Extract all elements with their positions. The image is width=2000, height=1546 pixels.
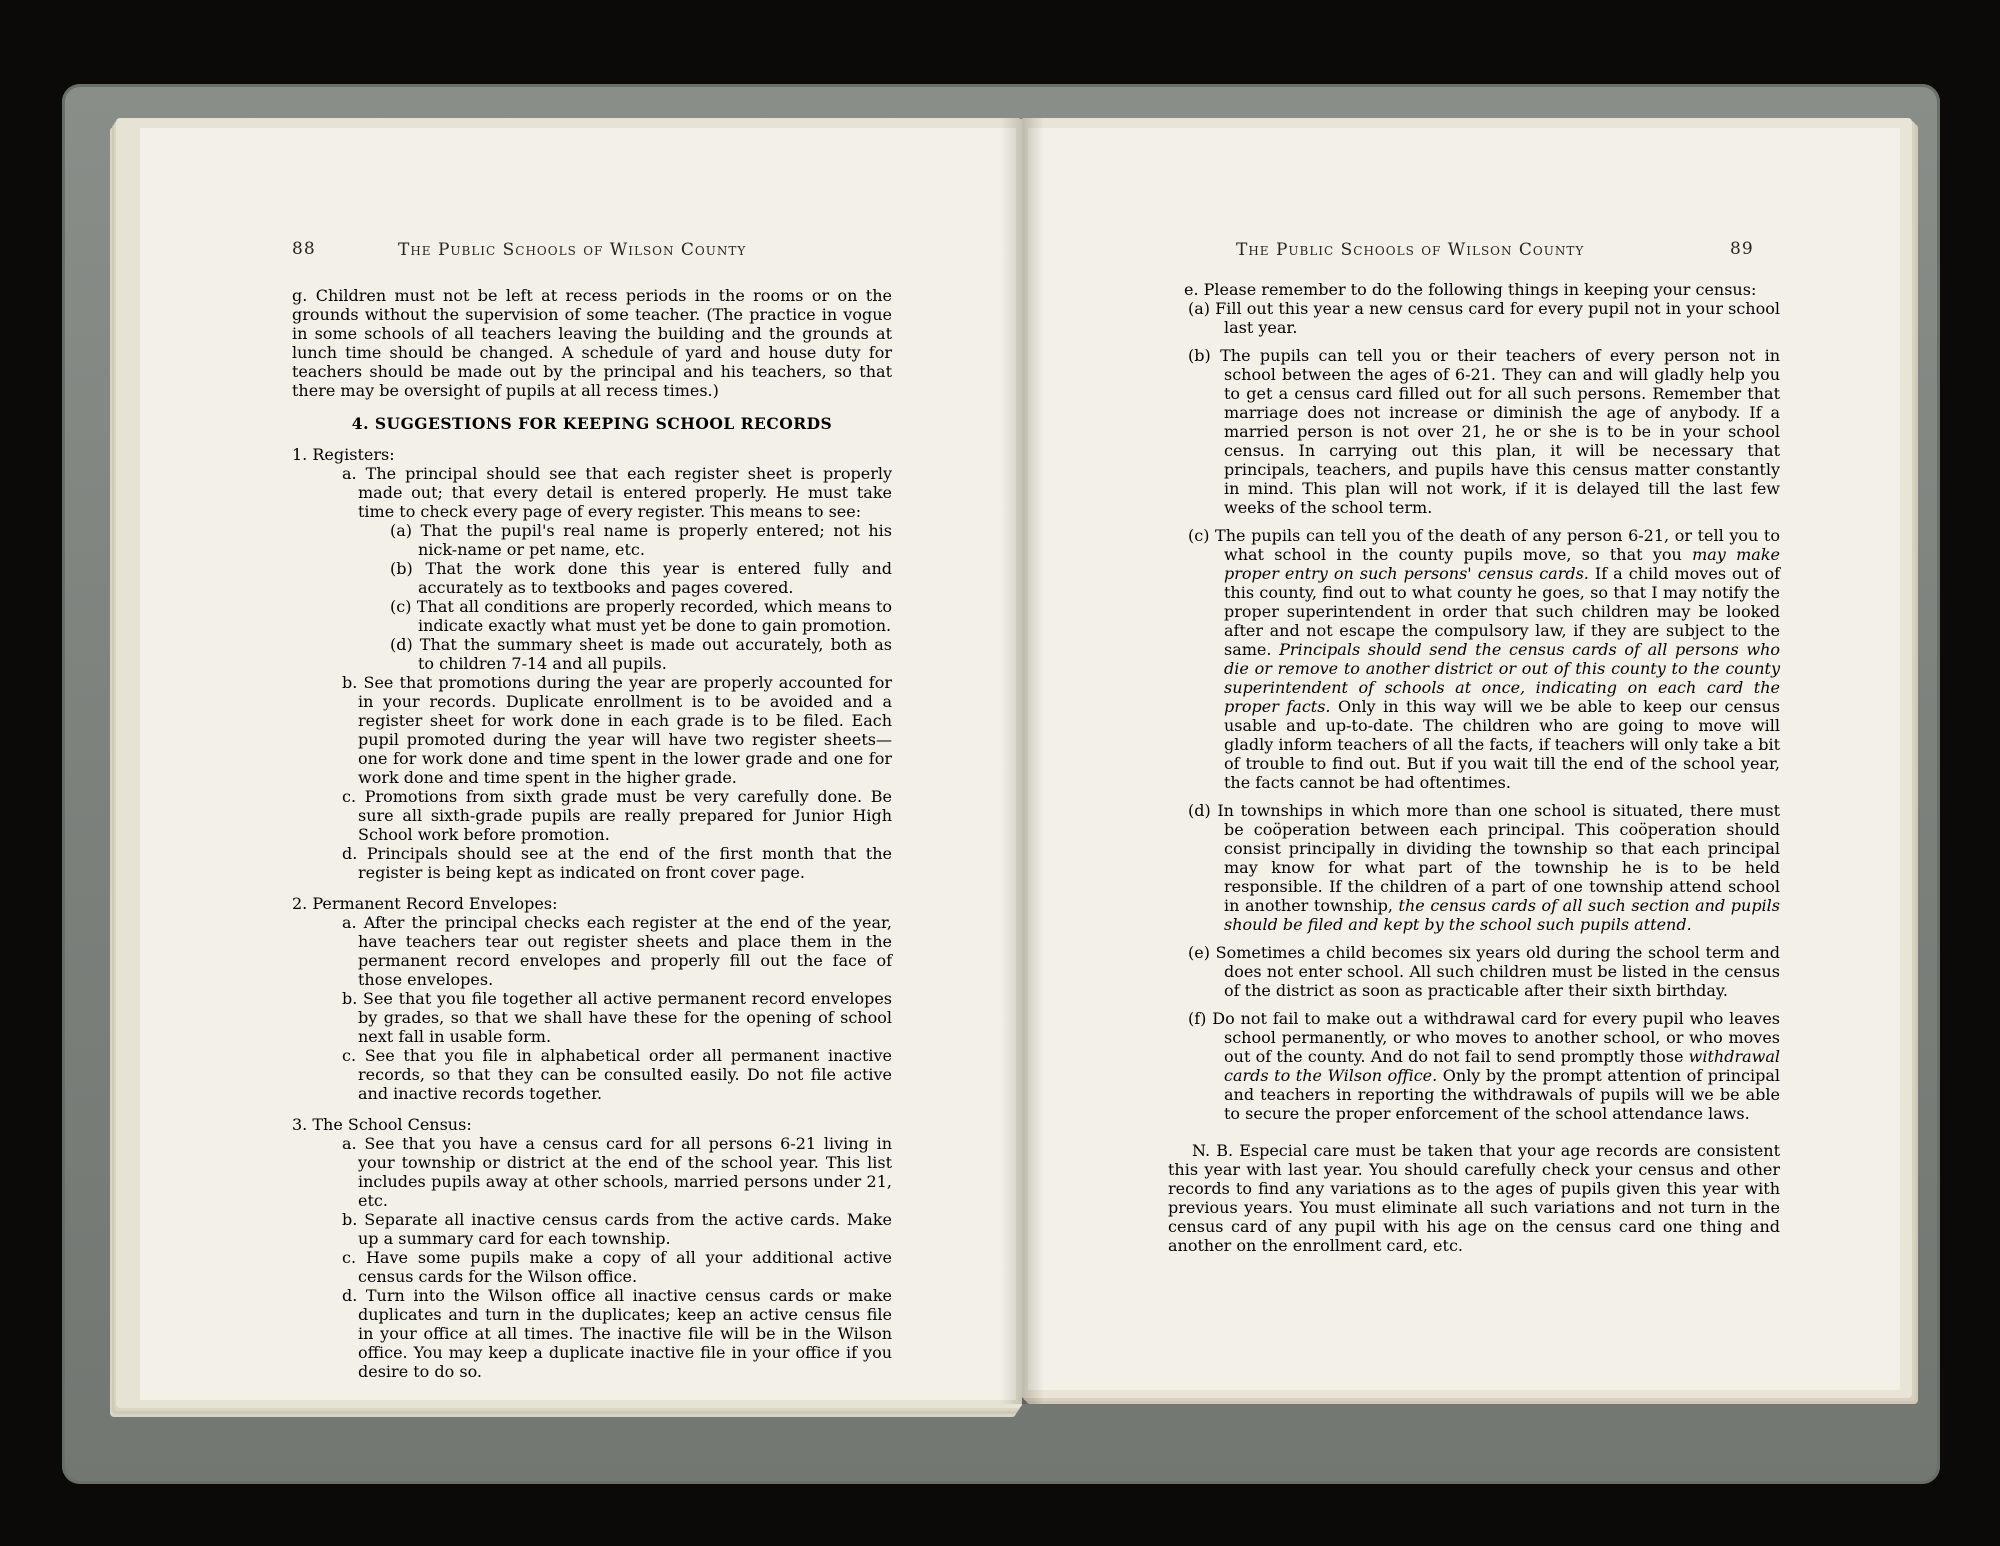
registers-item-b: b. See that promotions during the year are properly accounted for in your records. Duplicate enrollment is to be avoided and a register sheet for work done in each grade is to be filed. Each pupil promoted during the year will have two register sheets—one for work done and time spent in the lower grade and one for work done and time spent in the higher grade. [342,673,892,787]
census-heading: 3. The School Census: [292,1115,472,1134]
reminder-f-text-1: (f) Do not fail to make out a withdrawal card for every pupil who leaves school permanently, or who moves to another school, or who moves out of the county. And do not fail to send promptly those [1188,1009,1780,1066]
section-title: 4. SUGGESTIONS FOR KEEPING SCHOOL RECORDS [351,414,833,433]
reminder-c-text-1: (c) The pupils can tell you of the death of any person 6-21, or tell you to what school in the county pupils move, so that you [1188,526,1780,564]
nota-bene: N. B. Especial care must be taken that your age records are consistent this year with last year. You should carefully check your census and other records to find any variations as to the ages of pupils given this year with previous years. You must eliminate all such variations and not turn in the census card of any pupil with his age on the census card one thing and another on the enrollment card, etc. [1168,1141,1780,1255]
left-running-head: The Public Schools of Wilson County [398,240,747,260]
right-page-number: 89 [1730,239,1754,259]
census-item-a: a. See that you have a census card for all persons 6-21 living in your township or district at the end of the school year. This list includes pupils away at other schools, married persons under 21, etc. [342,1134,892,1210]
registers-item-c: c. Promotions from sixth grade must be very carefully done. Be sure all sixth-grade pupils are really prepared for Junior High School work before promotion. [342,787,892,844]
reminder-d [1168,801,1780,934]
registers-item-d: d. Principals should see at the end of the first month that the register is being kept as indicated on front cover page. [342,844,892,882]
reminder-b: (b) The pupils can tell you or their teachers of every person not in school between the ages of 6-21. They can and will gladly help you to get a census card filled out for all such persons. Remember that marriage does not increase or diminish the age of anybody. If a married person is not over 21, he or she is to be in your school census. In carrying out this plan, it will be necessary that principals, teachers, and pupils have this census matter constantly in mind. This plan will not work, if it is delayed till the last few weeks of the school term. [1188,346,1780,517]
reminder-f [1168,1009,1780,1123]
reminder-f-italic: withdrawal cards to the Wilson office. [1224,1047,1780,1085]
left-page-number: 88 [292,239,316,259]
envelopes-item-a: a. After the principal checks each register at the end of the year, have teachers tear out register sheets and place them in the permanent record envelopes and properly fill out the face of those envelopes. [342,913,892,989]
envelopes-heading: 2. Permanent Record Envelopes: [292,894,558,913]
registers-sub-a: (a) That the pupil's real name is properly entered; not his nick-name or pet name, etc. [390,521,892,559]
reminder-c-text-3: Only in this way will we be able to keep our census usable and up-to-date. The children who are going to move will gladly inform teachers of all the facts, if teachers will only take a bit of trouble to find out. But if you wait till the end of the school year, the facts cannot be had oftentimes. [1224,697,1781,792]
envelopes-item-b: b. See that you file together all active permanent record envelopes by grades, so that we shall have these for the opening of school next fall in usable form. [342,989,892,1046]
registers-sub-c: (c) That all conditions are properly recorded, which means to indicate exactly what must yet be done to gain promotion. [390,597,892,635]
registers-heading: 1. Registers: [292,445,395,464]
reminder-d-italic: the census cards of all such section and pupils should be filed and kept by the school such pupils attend. [1224,896,1781,934]
right-body [1168,280,1780,1255]
census-item-b: b. Separate all inactive census cards from the active cards. Make up a summary card for each township. [342,1210,892,1248]
registers-sub-b: (b) That the work done this year is entered fully and accurately as to textbooks and pages covered. [390,559,892,597]
census-item-c: c. Have some pupils make a copy of all your additional active census cards for the Wilson office. [342,1248,892,1286]
left-body [292,286,892,1381]
registers-item-a: a. The principal should see that each register sheet is properly made out; that every detail is entered properly. He must take time to check every page of every register. This means to see: [342,464,892,521]
reminder-e: (e) Sometimes a child becomes six years old during the school term and does not enter school. All such children must be listed in the census of the district as soon as practicable after their sixth birthday. [1188,943,1780,1000]
census-reminder-heading: e. Please remember to do the following things in keeping your census: [1184,280,1757,299]
census-item-d: d. Turn into the Wilson office all inactive census cards or make duplicates and turn in the duplicates; keep an active census file in your office at all times. The inactive file will be in the Wilson office. You may keep a duplicate inactive file in your office if you desire to do so. [342,1286,892,1381]
envelopes-item-c: c. See that you file in alphabetical order all permanent inactive records, so that they can be consulted easily. Do not file active and inactive records together. [342,1046,892,1103]
reminder-c-italic-1: may make proper entry on such persons' census cards. [1224,545,1780,583]
reminder-c-italic-2: Principals should send the census cards of all persons who die or remove to another district or out of this county to the county superintendent of schools at once, indicating on each card the proper facts. [1224,640,1781,716]
reminder-f-text-2: Only by the prompt attention of principal and teachers in reporting the withdrawals of pupils will we be able to secure the proper enforcement of the school attendance laws. [1224,1066,1781,1123]
reminder-c [1168,526,1780,792]
registers-sub-d: (d) That the summary sheet is made out accurately, both as to children 7-14 and all pupils. [390,635,892,673]
paragraph-g: g. Children must not be left at recess periods in the rooms or on the grounds without the supervision of some teacher. (The practice in vogue in some schools of all teachers leaving the building and the grounds at lunch time should be changed. A schedule of yard and house duty for teachers should be made out by the principal and his teachers, so that there may be oversight of pupils at all recess times.) [292,286,892,400]
right-running-head: The Public Schools of Wilson County [1236,240,1585,260]
reminder-c-text-2: If a child moves out of this county, find out to what county he goes, so that I may notify the proper superintendent in order that such children may be looked after and not escape the compulsory law, if they are subject to the same. [1224,564,1780,659]
reminder-d-text: (d) In townships in which more than one school is situated, there must be coöperation between each principal. This coöperation should consist principally in dividing the township so that each principal may know for what part of the township he is to be held responsible. If the children of a part of one township attend school in another township, [1188,801,1780,915]
reminder-a: (a) Fill out this year a new census card for every pupil not in your school last year. [1188,299,1780,337]
